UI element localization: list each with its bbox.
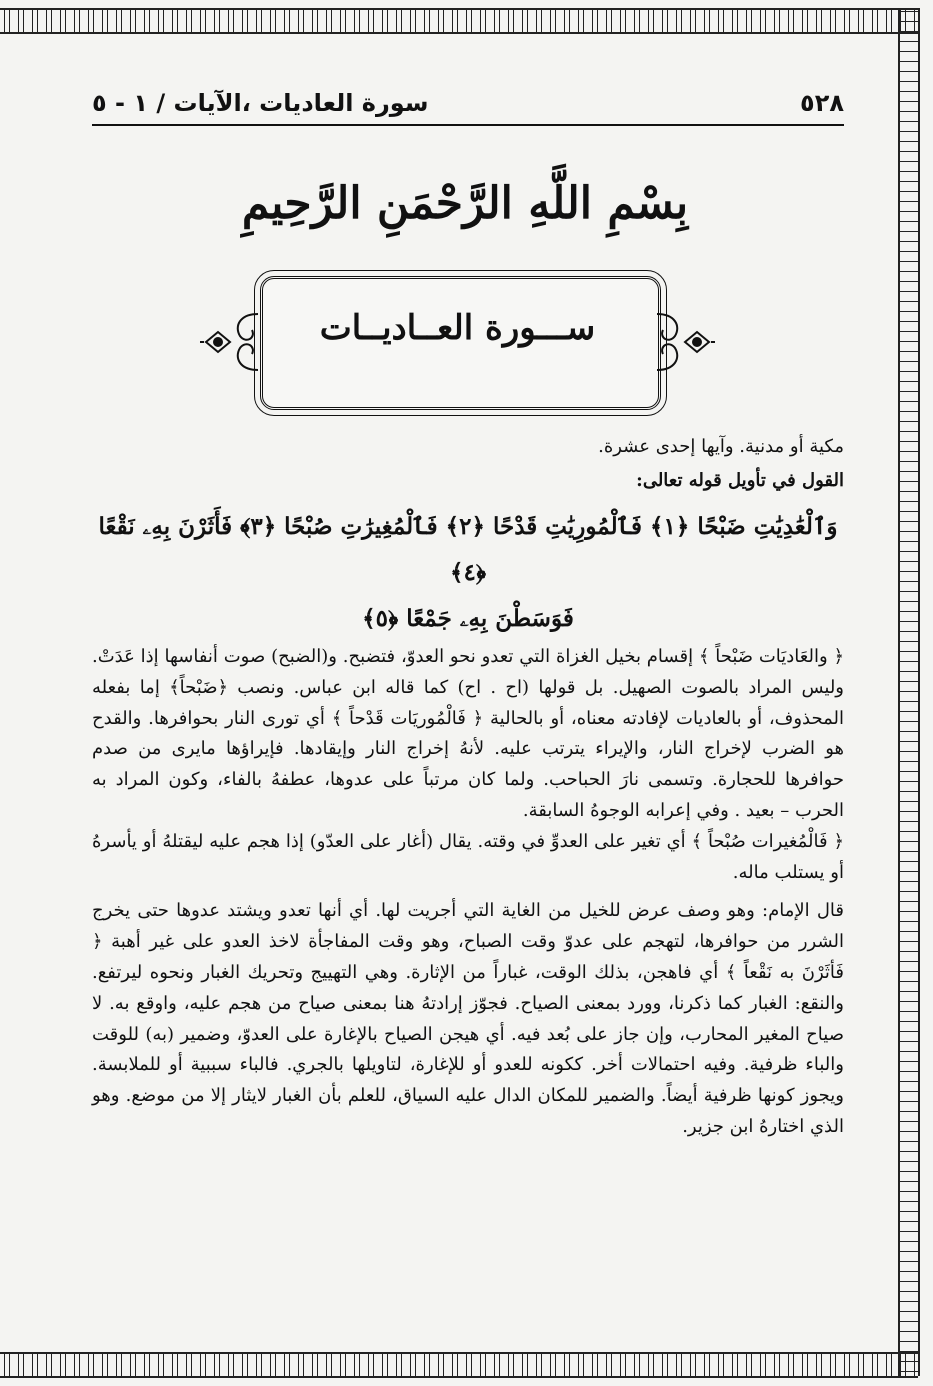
surah-title: ســـورة العــاديــات [319,308,596,348]
verse-heading: القول في تأويل قوله تعالى: [636,470,844,491]
page-number: ٥٢٨ [800,89,844,117]
page-header [92,82,844,126]
verse-line-1: وَٱلْعَٰدِيَٰتِ ضَبْحًا ﴿١﴾ فَٱلْمُورِيَٰتِ قَدْحًا ﴿٢﴾ فَٱلْمُغِيرَٰتِ صُبْحًا ﴿٣﴾ فَأَثَرْنَ بِهِۦ نَقْعًا ﴿٤﴾ [98,513,838,586]
running-title: سورة العاديات ،الآيات / ١ - ٥ [92,89,429,117]
basmala: بِسْمِ اللَّهِ الرَّحْمَنِ الرَّحِيمِ [241,178,689,229]
surah-intro: مكية أو مدنية. وآيها إحدى عشرة. [598,436,844,457]
paragraph: قال الإمام: وهو وصف عرض للخيل من الغاية التي أجريت لها. أي أنها تعدو ويشتد عدوها حتى يخرج الشرر من حوافرها، لتهجم على عدوّ وقت الصباح، وهو وقت المفاجأة لاخذ العدو على غير أهبة ﴿ فَأثَرْنَ به نَقْعاً ﴾ أي فاهجن، بذلك الوقت، غباراً من الإثارة. وهي التهييج وتحريك الغبار ونحوه ليرتفع. والنقع: الغبار كما ذكرنا، وورد بمعنى الصياح. فجوّز إرادتهُ هنا بمعنى صياح من هجم عليه، واوقع به. لا صياح المغير المحارب، وإن جاز على بُعد فيه. أي هيجن الصياح بالإغارة على العدوّ، وضمير (به) للوقت والباء ظرفية. وفيه احتمالات أخر. ككونه للعدو أو للإغارة، لتاويلها بالجري. فالباء سببية أو للملابسة. ويجوز كونها ظرفية أيضاً. والضمير للمكان الدال عليه السياق، للعلم بأن الغبار لايثار إلا من موضع. وهو الذي اختارهُ ابن جزير. [92,900,844,1137]
left-ornament-icon [200,306,260,378]
page-content [92,430,844,1143]
verse-line-2: فَوَسَطْنَ بِهِۦ جَمْعًا ﴿٥﴾ [362,605,574,632]
decorative-border-right [898,8,920,1376]
decorative-border-top [0,8,918,34]
paragraph: ﴿ فَالْمُغيرات صُبْحاً ﴾ أي تغير على العدوِّ في وقته. يقال (أغار على العدّو) إذا هجم عليه ليقتلهُ أو يأسرهُ أو يستلب ماله. [92,830,844,883]
decorative-border-bottom [0,1352,918,1378]
surah-title-frame [200,266,715,416]
right-ornament-icon [655,306,715,378]
paragraph: ﴿ والعَاديَات ضَبْحاً ﴾ إقسام بخيل الغزاة التي تعدو نحو العدوّ، فتضبح. و(الضبح) صوت أنفاسها إذا عَدَتْ. وليس المراد بالصوت الصهيل. بل قولها (اح . اح) كما قاله ابن عباس. ونصب ﴿ضَبْحاً﴾ إما بفعله المحذوف، أو بالعاديات لإفادته معناه، أو بالحالية ﴿ فَالْمُوريَات قَدْحاً ﴾ أي تورى النار بحوافرها. والقدح هو الضرب لإخراج النار، والإيراء يترتب عليه. لأنهُ إخراج النار وإيقادها. فإيراؤها مايرى من صدم حوافرها للحجارة. وتسمى نارَ الحباحب. ولما كان مرتباً على عدوها، عطفهُ بالفاء، وكون المراد به الحرب – بعيد . وفي إعرابه الوجوهُ السابقة. [92,646,844,821]
